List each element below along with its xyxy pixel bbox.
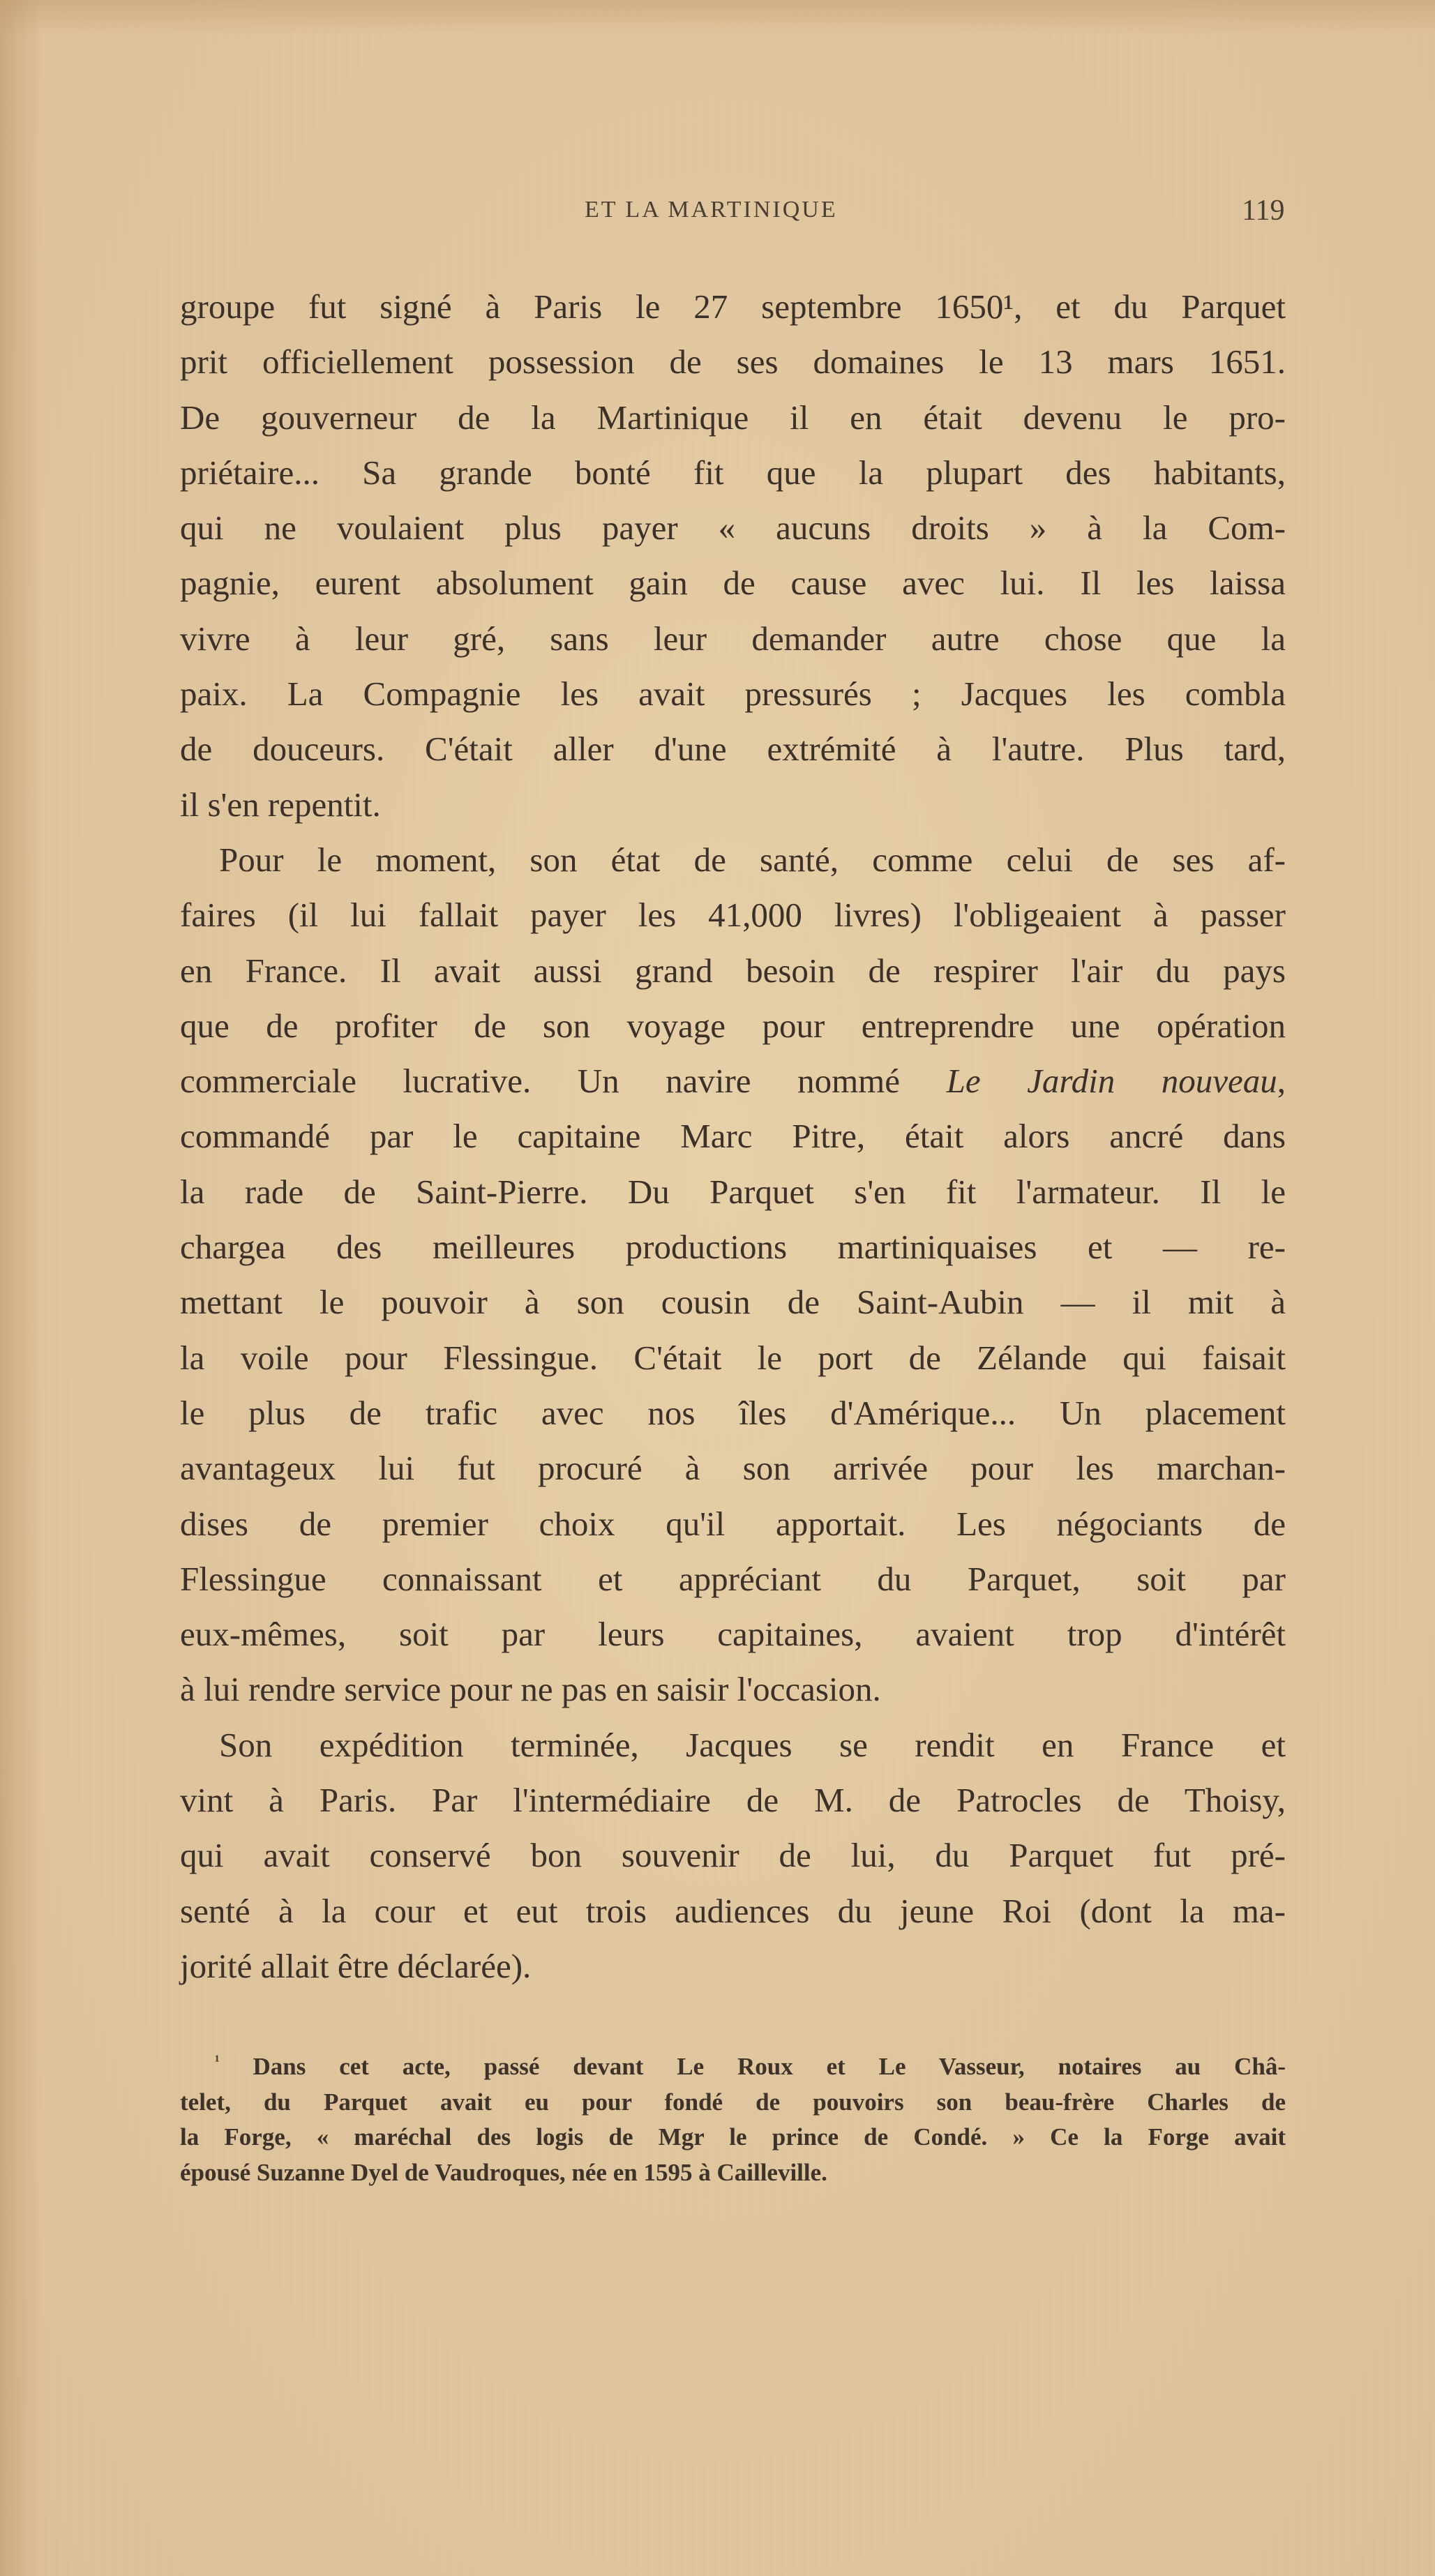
page-edge-shadow	[0, 0, 42, 2576]
text-line: vint à Paris. Par l'intermédiaire de M. de Patrocles de Thoisy,	[180, 1781, 1286, 1820]
text-line-with-ship-name	[180, 1053, 1286, 1108]
text-line: qui avait conservé bon souvenir de lui, du Parquet fut pré-	[180, 1836, 1286, 1875]
text-line: en France. Il avait aussi grand besoin de respirer l'air du pays	[180, 951, 1286, 990]
page-top-shadow	[0, 0, 1435, 35]
text-line: le plus de trafic avec nos îles d'Amérique... Un placement	[180, 1393, 1286, 1432]
text-line: il s'en repentit.	[180, 785, 381, 824]
footnote-text: Dans cet acte, passé devant Le Roux et Le Vasseur, notaires au Châ-	[253, 2053, 1286, 2080]
page-number: 119	[1242, 195, 1285, 227]
running-head	[0, 197, 1435, 232]
text-line: paix. La Compagnie les avait pressurés ; Jacques les combla	[180, 675, 1286, 714]
footnote	[180, 2049, 1286, 2190]
text-line: dises de premier choix qu'il apportait. Les négociants de	[180, 1504, 1286, 1543]
text-line: avantageux lui fut procuré à son arrivée pour les marchan-	[180, 1449, 1286, 1488]
text-line: la rade de Saint-Pierre. Du Parquet s'en fit l'armateur. Il le	[180, 1172, 1286, 1211]
text-line: mettant le pouvoir à son cousin de Saint-Aubin — il mit à	[180, 1283, 1286, 1322]
footnote-line	[180, 2049, 1286, 2085]
text-line: à lui rendre service pour ne pas en saisir l'occasion.	[180, 1670, 881, 1709]
footnote-line: telet, du Parquet avait eu pour fondé de pouvoirs son beau-frère Charles de	[180, 2088, 1286, 2116]
text-line: chargea des meilleures productions martiniquaises et — re-	[180, 1228, 1286, 1267]
text-line: Flessingue connaissant et appréciant du Parquet, soit par	[180, 1559, 1286, 1598]
text-line: faires (il lui fallait payer les 41,000 livres) l'obligeaient à passer	[180, 896, 1286, 935]
punctuation: ,	[1277, 1062, 1286, 1101]
text-line: de douceurs. C'était aller d'une extrémité à l'autre. Plus tard,	[180, 730, 1286, 769]
footnote-line: la Forge, « maréchal des logis de Mgr le prince de Condé. » Ce la Forge avait	[180, 2123, 1286, 2151]
body-text	[180, 279, 1286, 1994]
text-line: senté à la cour et eut trois audiences du jeune Roi (dont la ma-	[180, 1891, 1286, 1930]
text-line: commandé par le capitaine Marc Pitre, était alors ancré dans	[180, 1117, 1286, 1156]
text-line: priétaire... Sa grande bonté fit que la plupart des habitants,	[180, 453, 1286, 492]
text-segment: commerciale lucrative. Un navire nommé	[180, 1062, 947, 1101]
text-line: pagnie, eurent absolument gain de cause avec lui. Il les laissa	[180, 564, 1286, 603]
text-line: vivre à leur gré, sans leur demander autre chose que la	[180, 619, 1286, 658]
text-line: groupe fut signé à Paris le 27 septembre 1650¹, et du Parquet	[180, 287, 1286, 326]
ship-name: Le Jardin nouveau	[946, 1062, 1277, 1101]
text-line: prit officiellement possession de ses domaines le 13 mars 1651.	[180, 342, 1286, 382]
footnote-line: épousé Suzanne Dyel de Vaudroques, née en 1595 à Cailleville.	[180, 2158, 827, 2186]
text-line: De gouverneur de la Martinique il en était devenu le pro-	[180, 398, 1286, 437]
paragraph-start-line: Pour le moment, son état de santé, comme celui de ses af-	[219, 840, 1286, 879]
text-line: eux-mêmes, soit par leurs capitaines, avaient trop d'intérêt	[180, 1615, 1286, 1654]
text-line: que de profiter de son voyage pour entreprendre une opération	[180, 1006, 1286, 1045]
text-line: la voile pour Flessingue. C'était le port de Zélande qui faisait	[180, 1338, 1286, 1377]
text-line: jorité allait être déclarée).	[180, 1946, 532, 1985]
paragraph-start-line: Son expédition terminée, Jacques se rendit en France et	[219, 1725, 1286, 1764]
text-line: qui ne voulaient plus payer « aucuns droits » à la Com-	[180, 509, 1286, 548]
running-title: ET LA MARTINIQUE	[585, 197, 838, 223]
footnote-marker: ¹	[215, 2051, 220, 2070]
